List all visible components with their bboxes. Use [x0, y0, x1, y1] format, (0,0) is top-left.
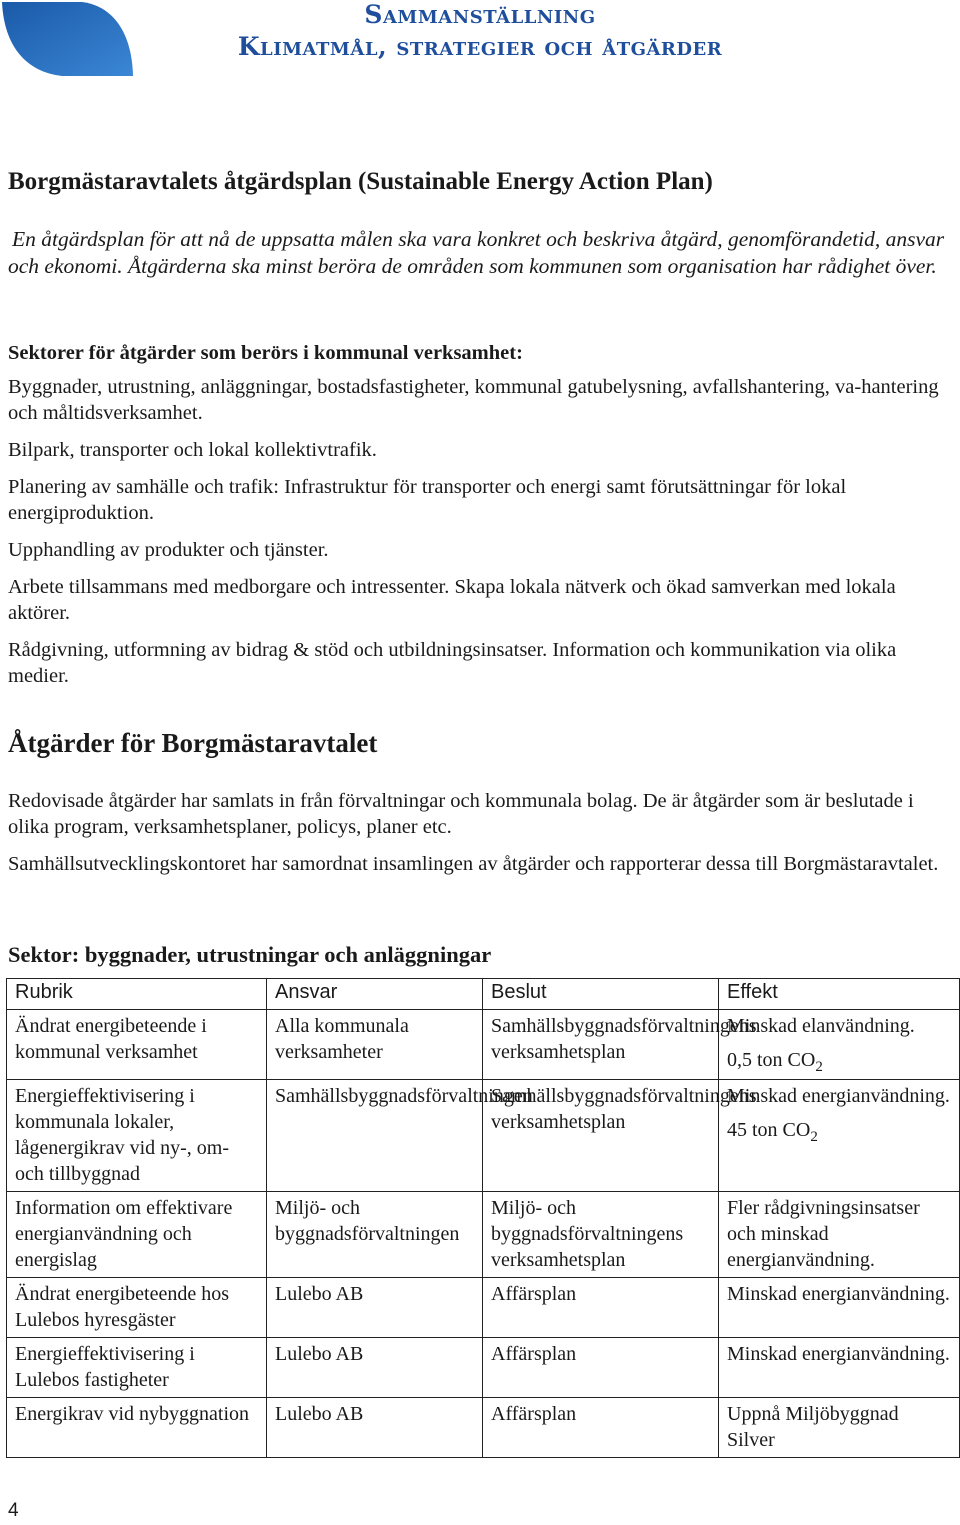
table-row — [7, 1338, 960, 1398]
cell-ansvar: Samhällsbyggnadsförvaltningen — [267, 1080, 483, 1192]
cell-beslut: Samhällsbyggnadsförvaltningens verksamhetsplan — [483, 1010, 719, 1080]
effekt-co2-amount: 45 ton CO — [727, 1119, 811, 1141]
intro-paragraph: En åtgärdsplan för att nå de uppsatta målen ska vara konkret och beskriva åtgärd, genomförandetid, ansvar och ekonomi. Åtgärderna ska minst beröra de områden som kommunen som organisation har rådighet över. — [8, 227, 945, 278]
cell-rubrik: Ändrat energibeteende i kommunal verksamhet — [7, 1010, 267, 1080]
cell-effekt — [719, 1010, 960, 1080]
sectors-heading: Sektorer för åtgärder som berörs i kommunal verksamhet: — [8, 342, 523, 364]
effekt-co2-amount: 0,5 ton CO — [727, 1049, 816, 1071]
column-header-rubrik: Rubrik — [7, 979, 267, 1010]
table-row — [7, 1192, 960, 1278]
effekt-co2 — [727, 1047, 951, 1075]
column-header-beslut: Beslut — [483, 979, 719, 1010]
cell-rubrik: Energikrav vid nybyggnation — [7, 1398, 267, 1458]
header-title-line2: Klimatmål, strategier och åtgärder — [237, 32, 723, 61]
measures-paragraph: Redovisade åtgärder har samlats in från förvaltningar och kommunala bolag. De är åtgärder som är beslutade i olika program, verksamhetsplaner, policys, planer etc. — [8, 790, 914, 838]
sectors-block — [8, 340, 953, 700]
header-title-line1: Sammanställning — [364, 0, 596, 29]
section-heading-action-plan: Borgmästaravtalets åtgärdsplan (Sustainable Energy Action Plan) — [8, 168, 713, 195]
section-heading-measures: Åtgärder för Borgmästaravtalet — [8, 728, 378, 758]
cell-rubrik: Ändrat energibeteende hos Lulebos hyresgäster — [7, 1278, 267, 1338]
sector-title: Sektor: byggnader, utrustningar och anläggningar — [8, 942, 492, 967]
column-header-effekt: Effekt — [719, 979, 960, 1010]
measures-table — [6, 978, 960, 1458]
sector-paragraph: Bilpark, transporter och lokal kollektivtrafik. — [8, 439, 377, 461]
cell-effekt: Uppnå Miljöbyggnad Silver — [719, 1398, 960, 1458]
table-row — [7, 1398, 960, 1458]
cell-ansvar: Alla kommunala verksamheter — [267, 1010, 483, 1080]
cell-effekt — [719, 1080, 960, 1192]
table-row — [7, 1278, 960, 1338]
cell-effekt: Minskad energianvändning. — [719, 1338, 960, 1398]
cell-beslut: Affärsplan — [483, 1398, 719, 1458]
table-header-row — [7, 979, 960, 1010]
effekt-text: Minskad energianvändning. — [727, 1085, 950, 1107]
cell-effekt: Fler rådgivningsinsatser och minskad energianvändning. — [719, 1192, 960, 1278]
cell-rubrik: Energieffektivisering i kommunala lokaler, lågenergikrav vid ny-, om- och tillbyggnad — [7, 1080, 267, 1192]
co2-subscript: 2 — [810, 1129, 818, 1145]
cell-ansvar: Lulebo AB — [267, 1338, 483, 1398]
table-row — [7, 1080, 960, 1192]
cell-beslut: Miljö- och byggnadsförvaltningens verksamhetsplan — [483, 1192, 719, 1278]
table-row — [7, 1010, 960, 1080]
sector-paragraph: Upphandling av produkter och tjänster. — [8, 539, 329, 561]
cell-effekt: Minskad energianvändning. — [719, 1278, 960, 1338]
cell-beslut: Affärsplan — [483, 1278, 719, 1338]
sector-paragraph: Arbete tillsammans med medborgare och intressenter. Skapa lokala nätverk och ökad samverkan med lokala aktörer. — [8, 576, 896, 624]
page-number: 4 — [8, 1500, 19, 1521]
sector-paragraph: Planering av samhälle och trafik: Infrastruktur för transporter och energi samt förutsättningar för lokal energiproduktion. — [8, 476, 847, 524]
co2-subscript: 2 — [815, 1059, 823, 1075]
cell-ansvar: Lulebo AB — [267, 1398, 483, 1458]
cell-ansvar: Lulebo AB — [267, 1278, 483, 1338]
cell-beslut: Samhällsbyggnadsförvaltningens verksamhetsplan — [483, 1080, 719, 1192]
effekt-co2 — [727, 1117, 951, 1145]
sector-paragraph: Byggnader, utrustning, anläggningar, bostadsfastigheter, kommunal gatubelysning, avfallshantering, va-hantering och måltidsverksamhet. — [8, 376, 939, 424]
sector-paragraph: Rådgivning, utformning av bidrag & stöd och utbildningsinsatser. Information och kommunikation via olika medier. — [8, 639, 897, 687]
column-header-ansvar: Ansvar — [267, 979, 483, 1010]
measures-paragraph: Samhällsutvecklingskontoret har samordnat insamlingen av åtgärder och rapporterar dessa till Borgmästaravtalet. — [8, 853, 939, 875]
measures-intro-block — [8, 788, 953, 888]
cell-ansvar: Miljö- och byggnadsförvaltningen — [267, 1192, 483, 1278]
cell-rubrik: Information om effektivare energianvändning och energislag — [7, 1192, 267, 1278]
cell-beslut: Affärsplan — [483, 1338, 719, 1398]
effekt-text: Minskad elanvändning. — [727, 1015, 915, 1037]
cell-rubrik: Energieffektivisering i Lulebos fastigheter — [7, 1338, 267, 1398]
